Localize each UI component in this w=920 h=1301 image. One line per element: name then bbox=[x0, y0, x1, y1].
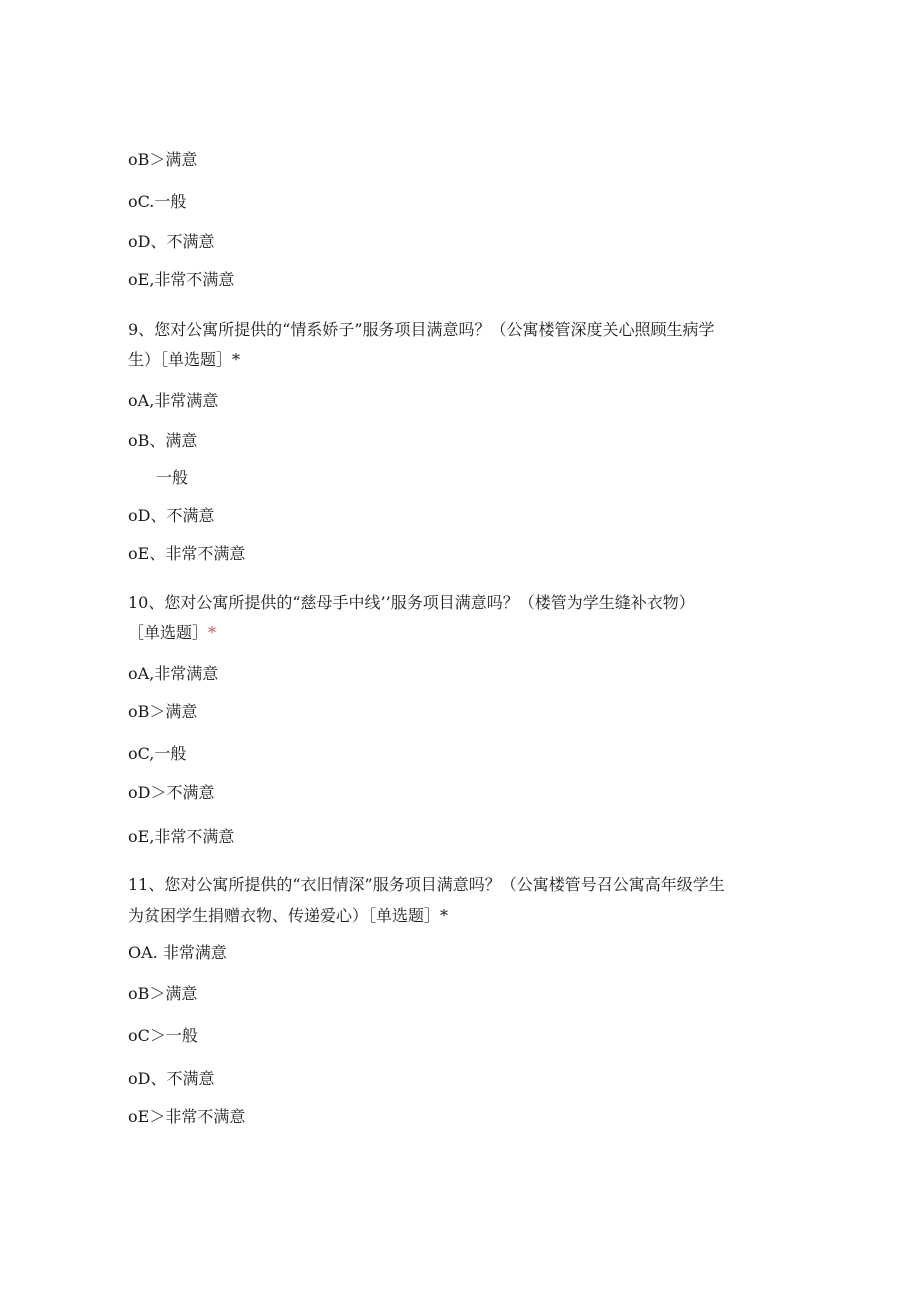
q9-option-e[interactable]: oE、非常不满意 bbox=[128, 544, 246, 563]
q8-option-e[interactable]: oE,非常不满意 bbox=[128, 270, 235, 289]
q10-option-e[interactable]: oE,非常不满意 bbox=[128, 827, 235, 846]
q10-question-line1: 10、您对公寓所提供的“慈母手中线’’服务项目满意吗？（楼管为学生缝补衣物） bbox=[128, 593, 695, 612]
q9-option-a[interactable]: oA,非常满意 bbox=[128, 391, 219, 410]
q8-option-d[interactable]: oD、不满意 bbox=[128, 232, 215, 251]
q9-option-d[interactable]: oD、不满意 bbox=[128, 506, 215, 525]
required-star-icon: * bbox=[208, 623, 217, 642]
q11-option-e[interactable]: oE＞非常不满意 bbox=[128, 1107, 246, 1126]
q10-option-c[interactable]: oC,一般 bbox=[128, 744, 187, 763]
q10-question-type: ［单选题］ bbox=[128, 623, 209, 642]
required-star-icon: * bbox=[232, 350, 241, 369]
q9-option-b[interactable]: oB、满意 bbox=[128, 431, 198, 450]
required-star-icon: * bbox=[440, 906, 449, 925]
q11-question-type: 为贫困学生捐赠衣物、传递爱心）［单选题］ bbox=[128, 906, 441, 925]
q10-option-b[interactable]: oB＞满意 bbox=[128, 702, 198, 721]
q10-option-d[interactable]: oD＞不满意 bbox=[128, 783, 215, 802]
q11-option-d[interactable]: oD、不满意 bbox=[128, 1069, 215, 1088]
q9-question-type: 生）［单选题］ bbox=[128, 350, 233, 369]
q11-option-b[interactable]: oB＞满意 bbox=[128, 984, 198, 1003]
q10-option-a[interactable]: oA,非常满意 bbox=[128, 664, 219, 683]
q10-question-line2 bbox=[128, 623, 216, 643]
q9-option-c[interactable]: 一般 bbox=[156, 468, 189, 487]
q11-question-line2 bbox=[128, 906, 448, 926]
q8-option-b[interactable]: oB＞满意 bbox=[128, 150, 198, 169]
q9-question-line1: 9、您对公寓所提供的“情系娇子”服务项目满意吗？（公寓楼管深度关心照顾生病学 bbox=[128, 320, 715, 339]
q8-option-c[interactable]: oC.一般 bbox=[128, 192, 187, 211]
q11-question-line1: 11、您对公寓所提供的“衣旧情深”服务项目满意吗？（公寓楼管号召公寓高年级学生 bbox=[128, 875, 725, 894]
q11-option-a[interactable]: OA. 非常满意 bbox=[128, 943, 227, 962]
q11-option-c[interactable]: oC＞一般 bbox=[128, 1026, 198, 1045]
q9-question-line2 bbox=[128, 350, 240, 370]
